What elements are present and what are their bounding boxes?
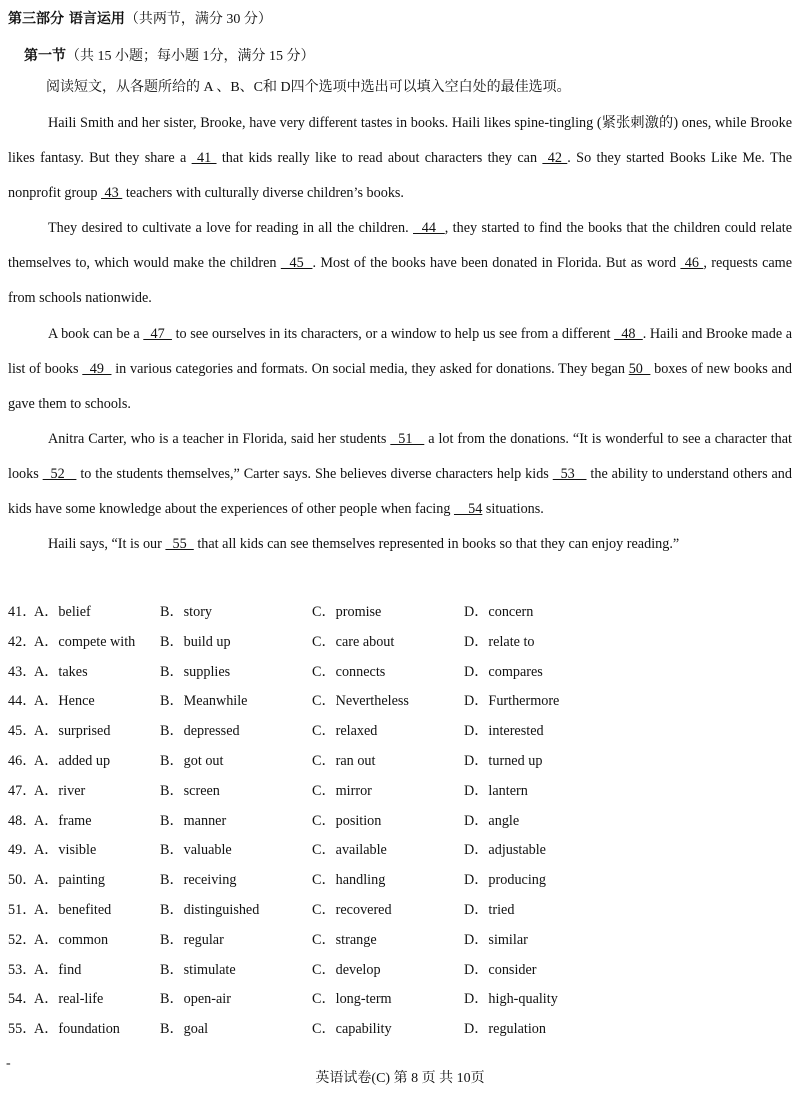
option-a: A．belief [34,604,91,620]
option-b: B．stimulate [160,961,236,978]
option-c: C．recovered [312,901,392,918]
footer-dash: - [6,1056,11,1071]
section-title-note: （共 15 小题；每小题 1分，满分 15 分） [66,49,315,64]
passage-text: teachers with culturally diverse children’s books. [122,185,404,202]
question-row [8,869,792,899]
passage-text: the ability to understand others and kids have some knowledge about the experiences of other people when facing [8,465,792,518]
passage-text: in various categories and formats. On social media, they asked for donations. They began [111,360,629,377]
part-title-text: 第三部分 语言运用 [8,11,125,27]
option-b: B．build up [160,633,231,650]
option-a: A．surprised [34,723,111,740]
option-d: D．concern [464,604,534,620]
passage-text: . So they started Books Like Me. The nonprofit group [8,150,793,202]
answer-blank: 48 [614,325,643,342]
option-d: D．compares [464,663,543,680]
question-row [8,750,792,780]
option-d: D．relate to [464,633,535,650]
answer-blank: 47 [143,325,172,342]
question-number: 52． [8,931,37,948]
options-list [8,601,792,1048]
option-a: A．frame [34,812,92,829]
passage-paragraph [8,422,792,527]
question-number: 54． [8,991,37,1008]
question-number: 47． [8,782,37,799]
answer-blank: 51 [390,430,425,447]
instruction: 阅读短文，从各题所给的 A 、B、C和 D四个选项中选出可以填入空白处的最佳选项。 [46,80,571,95]
option-a: A．Hence [34,693,95,710]
question-row [8,929,792,959]
option-d: D．lantern [464,782,528,799]
question-row [8,899,792,929]
question-number: 50． [8,872,37,889]
option-d: D．similar [464,931,528,948]
option-c: C．ran out [312,752,376,769]
option-c: C．handling [312,872,386,889]
option-a: A．foundation [34,1021,120,1038]
passage-text: situations. [482,501,544,518]
option-c: C．mirror [312,782,372,799]
answer-blank: 45 [280,255,313,272]
option-b: B．Meanwhile [160,693,248,710]
option-c: C．available [312,842,387,859]
option-d: D．consider [464,961,537,978]
option-d: D．producing [464,872,546,889]
option-a: A．takes [34,663,88,680]
part-title [8,8,272,28]
option-a: A．added up [34,752,111,769]
passage-text: , requests came from schools nationwide. [8,255,792,307]
passage-text: Anitra Carter, who is a teacher in Florida, said her students [48,430,391,447]
question-number: 49． [8,842,37,859]
option-c: C．long-term [312,991,392,1008]
section-title-text: 第一节 [24,48,66,64]
part-title-note: （共两节，满分 30 分） [124,12,272,27]
passage-text: a lot from the donations. “It is wonderful to see a character that looks [8,430,792,482]
answer-blank: 41 [191,150,217,167]
passage-text: A book can be a [48,325,144,342]
answer-blank: 55 [165,536,194,553]
option-c: C．strange [312,931,377,948]
option-b: B．screen [160,782,220,799]
question-number: 42． [8,633,37,650]
question-row [8,839,792,869]
page-footer: 英语试卷(C) 第 8 页 共 10页 [315,1071,485,1086]
passage-text: They desired to cultivate a love for reading in all the children. [48,220,414,237]
option-b: B．regular [160,931,224,948]
option-b: B．valuable [160,842,232,859]
question-number: 46． [8,752,37,769]
passage-text: . Most of the books have been donated in Florida. But as word [312,255,681,272]
option-c: C．promise [312,604,382,620]
passage-paragraph [8,211,792,316]
passage-paragraph [8,106,792,211]
option-b: B．open-air [160,991,231,1008]
option-b: B．receiving [160,872,237,889]
option-a: A．river [34,782,86,799]
question-row [8,1018,792,1048]
question-row [8,690,792,720]
passage-text: boxes of new books and gave them to schools. [8,360,793,412]
option-b: B．distinguished [160,901,260,918]
option-b: B．story [160,604,213,620]
option-d: D．turned up [464,752,543,769]
question-number: 55． [8,1021,37,1038]
option-d: D．adjustable [464,842,546,859]
answer-blank: 52 [42,465,77,482]
option-a: A．common [34,931,109,948]
question-number: 41． [8,604,37,620]
passage-paragraph [8,317,792,422]
passage-paragraph [8,527,792,562]
option-b: B．manner [160,812,227,829]
option-c: C．care about [312,633,395,650]
option-a: A．benefited [34,901,112,918]
option-a: A．find [34,961,82,978]
option-b: B．got out [160,752,224,769]
option-a: A．real-life [34,991,104,1008]
question-number: 45． [8,723,37,740]
question-number: 53． [8,961,37,978]
option-d: D．high-quality [464,991,558,1008]
question-row [8,631,792,661]
passage-text: . Haili and Brooke made a list of books [8,325,793,377]
passage [8,106,792,562]
option-d: D．angle [464,812,520,829]
answer-blank: 42 [542,150,568,167]
question-row [8,959,792,989]
answer-blank: 54 [453,501,483,518]
option-c: C．position [312,812,382,829]
option-a: A．painting [34,872,105,889]
option-d: D．tried [464,901,515,918]
question-row [8,810,792,840]
option-c: C．Nevertheless [312,693,409,710]
passage-text: Haili says, “It is our [48,536,166,553]
passage-text: that kids really like to read about characters they can [216,150,543,167]
option-c: C．develop [312,961,381,978]
option-a: A．visible [34,842,97,859]
question-row [8,601,792,631]
question-number: 51． [8,901,37,918]
passage-text: , they started to find the books that the children could relate themselves to, which would make the children [8,220,793,272]
option-d: D．regulation [464,1021,546,1038]
question-row [8,661,792,691]
option-c: C．connects [312,663,386,680]
answer-blank: 46 [680,255,704,272]
question-row [8,988,792,1018]
option-b: B．supplies [160,663,231,680]
passage-text: to see ourselves in its characters, or a window to help us see from a different [171,325,615,342]
question-row [8,780,792,810]
answer-blank: 53 [552,465,587,482]
answer-blank: 43 [101,185,123,202]
option-a: A．compete with [34,633,136,650]
option-b: B．goal [160,1021,209,1038]
section-title [24,45,315,65]
option-d: D．interested [464,723,544,740]
passage-text: Haili Smith and her sister, Brooke, have very different tastes in books. Haili likes spine-tingling (紧张刺激的) ones, while Brooke likes fantasy. But they share a [8,115,792,167]
passage-text: that all kids can see themselves represented in books so that they can enjoy reading.” [193,536,680,553]
question-number: 44． [8,693,37,710]
question-row [8,720,792,750]
passage-text: to the students themselves,” Carter says. She believes diverse characters help kids [76,465,553,482]
question-number: 43． [8,663,37,680]
answer-blank: 44 [413,220,445,237]
option-c: C．relaxed [312,723,378,740]
option-b: B．depressed [160,723,240,740]
option-c: C．capability [312,1021,392,1038]
question-number: 48． [8,812,37,829]
answer-blank: 49 [82,360,112,377]
option-d: D．Furthermore [464,693,560,710]
answer-blank: 50 [628,360,651,377]
